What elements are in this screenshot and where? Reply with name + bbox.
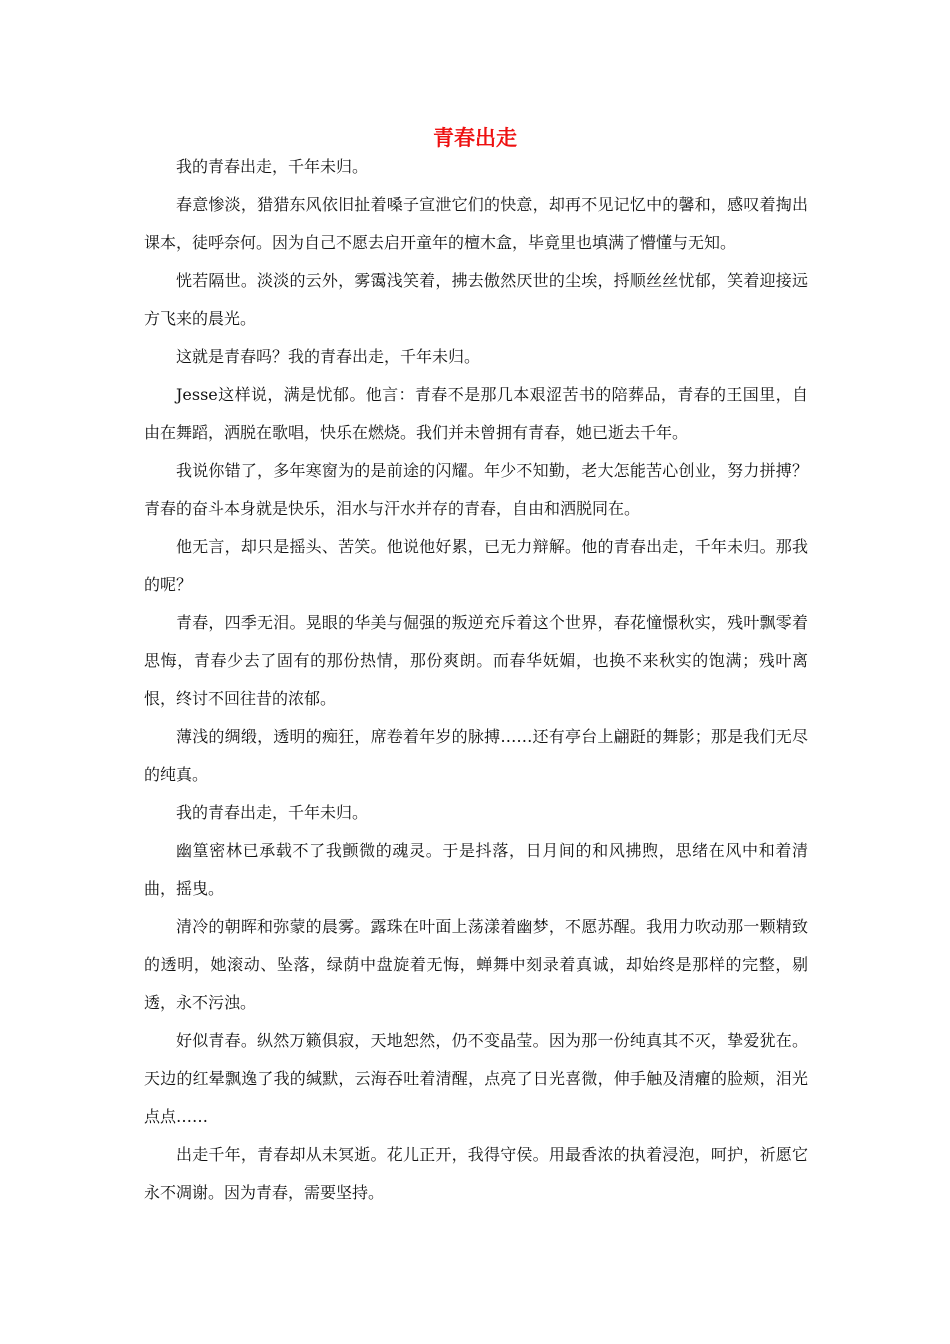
paragraph: 清冷的朝晖和弥蒙的晨雾。露珠在叶面上荡漾着幽梦，不愿苏醒。我用力吹动那一颗精致的透明，她滚动、坠落，绿荫中盘旋着无悔，蝉舞中刻录着真诚，却始终是那样的完整，剔透，永不污浊。	[144, 917, 808, 1012]
document-body	[144, 148, 808, 1212]
paragraph: 我说你错了，多年寒窗为的是前途的闪耀。年少不知勤，老大怎能苦心创业，努力拼搏？青春的奋斗本身就是快乐，泪水与汗水并存的青春，自由和洒脱同在。	[144, 461, 808, 518]
paragraph: 好似青春。纵然万籁俱寂，天地恕然，仍不变晶莹。因为那一份纯真其不灭，挚爱犹在。天边的红晕飘逸了我的缄默，云海吞吐着清醒，点亮了日光喜微，伸手触及清癯的脸颊，泪光点点……	[144, 1031, 808, 1126]
paragraph: 幽篁密林已承载不了我颤微的魂灵。于是抖落，日月间的和风拂煦，思绪在风中和着清曲，摇曳。	[144, 841, 808, 898]
paragraph: 恍若隔世。淡淡的云外，雾霭浅笑着，拂去傲然厌世的尘埃，捋顺丝丝忧郁，笑着迎接远方飞来的晨光。	[144, 271, 808, 328]
paragraph: 薄浅的绸缎，透明的痴狂，席卷着年岁的脉搏……还有亭台上翩跹的舞影；那是我们无尽的纯真。	[144, 727, 808, 784]
paragraph: 青春，四季无泪。晃眼的华美与倔强的叛逆充斥着这个世界，春花憧憬秋实，残叶飘零着思悔，青春少去了固有的那份热情，那份爽朗。而春华妩媚，也换不来秋实的饱满；残叶离恨，终讨不回往昔的浓郁。	[144, 613, 808, 708]
paragraph: 我的青春出走，千年未归。	[176, 803, 369, 822]
paragraph: 出走千年，青春却从未冥逝。花儿正开，我得守侯。用最香浓的执着浸泡，呵护，祈愿它永不凋谢。因为青春，需要坚持。	[144, 1145, 808, 1202]
paragraph: 春意惨淡，猎猎东风依旧扯着嗓子宣泄它们的快意，却再不见记忆中的馨和，感叹着掏出课本，徒呼奈何。因为自己不愿去启开童年的檀木盒，毕竟里也填满了懵懂与无知。	[144, 195, 808, 252]
document-title: 青春出走	[433, 125, 517, 150]
paragraph: 我的青春出走，千年未归。	[176, 157, 369, 176]
paragraph: 这就是青春吗？我的青春出走，千年未归。	[176, 347, 481, 366]
paragraph: Jesse这样说，满是忧郁。他言：青春不是那几本艰涩苦书的陪葬品，青春的王国里，自由在舞蹈，洒脱在歌唱，快乐在燃烧。我们并未曾拥有青春，她已逝去千年。	[144, 385, 808, 442]
paragraph: 他无言，却只是摇头、苦笑。他说他好累，已无力辩解。他的青春出走，千年未归。那我的呢？	[144, 537, 808, 594]
